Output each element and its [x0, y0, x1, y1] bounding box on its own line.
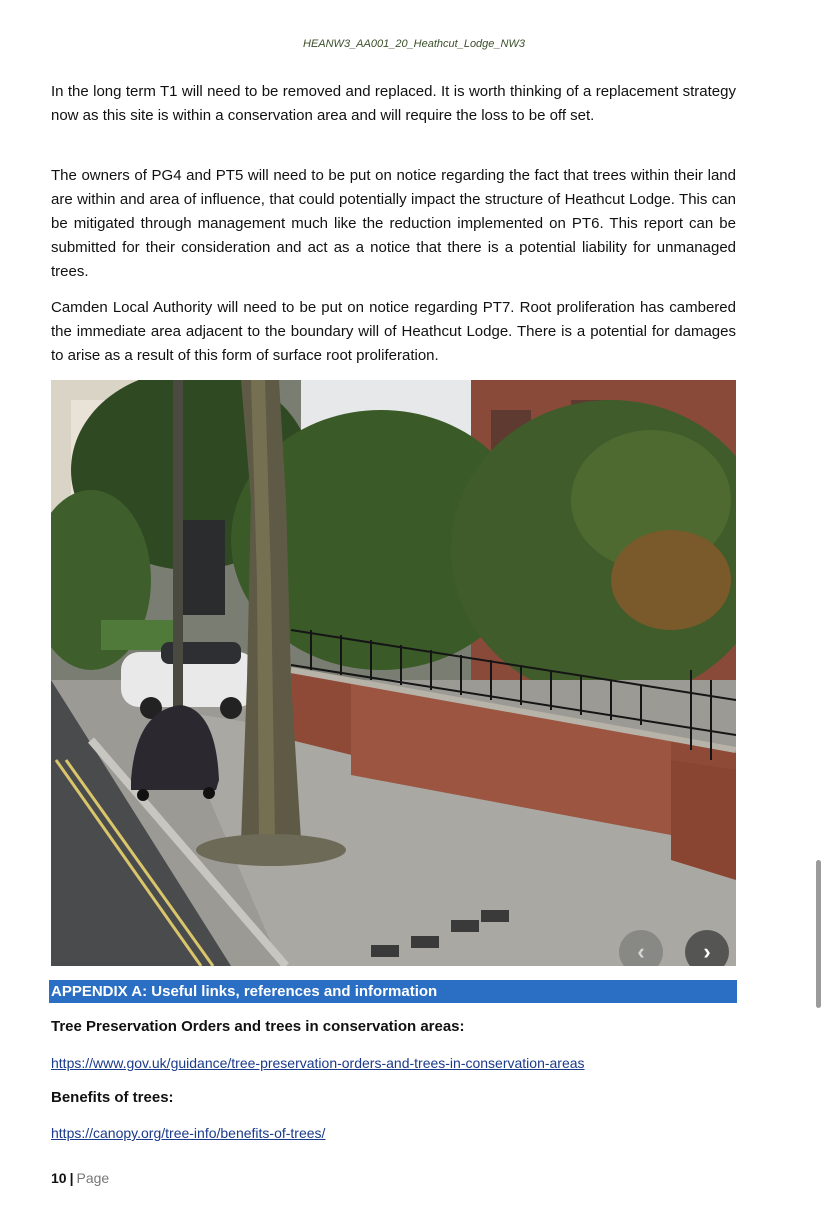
photo-prev-button[interactable] [619, 930, 663, 966]
paragraph-pg4-pt5-notice: The owners of PG4 and PT5 will need to be put on notice regarding the fact that trees within their land are within and area of influence, that could potentially impact the structure of Heathcut Lodge. This can be mitigated through management much like the reduction implemented on PT6. This report can be submitted for their consideration and act as a notice that there is a potential liability for unmanaged trees. [51, 167, 736, 280]
section-title-tpo: Tree Preservation Orders and trees in conservation areas: [51, 1018, 465, 1035]
document-header: HEANW3_AA001_20_Heathcut_Lodge_NW3 [303, 38, 525, 50]
page-label: Page [76, 1170, 110, 1186]
street-scene-illustration [51, 380, 736, 966]
paragraph-camden-pt7: Camden Local Authority will need to be put on notice regarding PT7. Root proliferation has cambered the immediate area adjacent to the boundary will of Heathcut Lodge. There is a potential for damages to arise as a result of this form of surface root proliferation. [51, 299, 736, 364]
link-tpo-guidance[interactable]: https://www.gov.uk/guidance/tree-preservation-orders-and-trees-in-conservation-areas [51, 1055, 585, 1071]
page-footer [51, 1168, 109, 1188]
appendix-heading: APPENDIX A: Useful links, references and information [49, 980, 737, 1003]
vertical-scrollbar[interactable] [816, 860, 821, 1008]
link-benefits-of-trees[interactable]: https://canopy.org/tree-info/benefits-of-trees/ [51, 1125, 326, 1141]
chevron-right-icon: › [703, 939, 711, 964]
page-number: 10 [51, 1170, 67, 1186]
paragraph-t1-replacement: In the long term T1 will need to be removed and replaced. It is worth thinking of a replacement strategy now as this site is within a conservation area and will require the loss to be off set. [51, 83, 736, 124]
photo-next-button[interactable] [685, 930, 729, 966]
chevron-left-icon: ‹ [637, 939, 645, 964]
street-view-photo [51, 380, 736, 966]
footer-separator: | [69, 1170, 74, 1186]
section-title-benefits: Benefits of trees: [51, 1089, 174, 1106]
